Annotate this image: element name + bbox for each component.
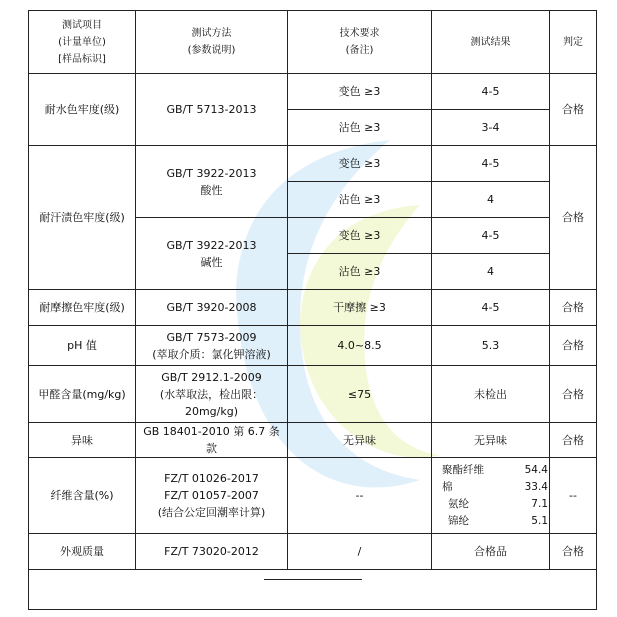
rub-method: GB/T 3920-2008 xyxy=(136,290,288,326)
table-row xyxy=(29,74,597,110)
sweat-acid-res-stain: 4 xyxy=(432,182,550,218)
odor-item: 异味 xyxy=(29,423,136,458)
water-req-stain: 沾色 ≥3 xyxy=(288,110,432,146)
table-row xyxy=(29,366,597,423)
table-row xyxy=(29,534,597,570)
odor-result: 无异味 xyxy=(432,423,550,458)
sweat-item: 耐汗渍色牢度(级) xyxy=(29,146,136,290)
fiber-verdict: -- xyxy=(550,458,597,534)
appearance-verdict: 合格 xyxy=(550,534,597,570)
formaldehyde-method: GB/T 2912.1-2009 (水萃取法，检出限： 20mg/kg) xyxy=(136,366,288,423)
appearance-method: FZ/T 73020-2012 xyxy=(136,534,288,570)
odor-req: 无异味 xyxy=(288,423,432,458)
sweat-acid-req-change: 变色 ≥3 xyxy=(288,146,432,182)
formaldehyde-result: 未检出 xyxy=(432,366,550,423)
header-result: 测试结果 xyxy=(432,11,550,74)
appearance-result: 合格品 xyxy=(432,534,550,570)
appearance-item: 外观质量 xyxy=(29,534,136,570)
fiber-result-item: 氨纶 7.1 xyxy=(448,497,548,510)
fiber-result-item: 锦纶 5.1 xyxy=(448,514,548,527)
header-row xyxy=(29,11,597,74)
fiber-item: 纤维含量(%) xyxy=(29,458,136,534)
sweat-alk-req-change: 变色 ≥3 xyxy=(288,218,432,254)
ph-method: GB/T 7573-2009 (萃取介质：氯化钾溶液) xyxy=(136,326,288,366)
ph-item: pH 值 xyxy=(29,326,136,366)
formaldehyde-verdict: 合格 xyxy=(550,366,597,423)
rub-item: 耐摩擦色牢度(级) xyxy=(29,290,136,326)
water-res-change: 4-5 xyxy=(432,74,550,110)
test-results-table xyxy=(28,10,597,610)
ph-req: 4.0~8.5 xyxy=(288,326,432,366)
rub-req: 干摩擦 ≥3 xyxy=(288,290,432,326)
odor-verdict: 合格 xyxy=(550,423,597,458)
fiber-req: -- xyxy=(288,458,432,534)
table-row xyxy=(29,146,597,182)
footer-cell xyxy=(29,570,597,610)
water-res-stain: 3-4 xyxy=(432,110,550,146)
ph-result: 5.3 xyxy=(432,326,550,366)
sweat-alk-res-stain: 4 xyxy=(432,254,550,290)
header-item: 测试项目 (计量单位) [样品标识] xyxy=(29,11,136,74)
appearance-req: / xyxy=(288,534,432,570)
fiber-results xyxy=(432,458,550,534)
header-requirement: 技术要求 (备注) xyxy=(288,11,432,74)
fiber-method: FZ/T 01026-2017 FZ/T 01057-2007 (结合公定回潮率计算) xyxy=(136,458,288,534)
table-row xyxy=(29,290,597,326)
rub-result: 4-5 xyxy=(432,290,550,326)
water-item: 耐水色牢度(级) xyxy=(29,74,136,146)
sweat-acid-req-stain: 沾色 ≥3 xyxy=(288,182,432,218)
ph-verdict: 合格 xyxy=(550,326,597,366)
header-method: 测试方法 (参数说明) xyxy=(136,11,288,74)
sweat-acid-method: GB/T 3922-2013 酸性 xyxy=(136,146,288,218)
fiber-result-item: 棉 33.4 xyxy=(442,480,548,493)
sweat-alk-req-stain: 沾色 ≥3 xyxy=(288,254,432,290)
water-method: GB/T 5713-2013 xyxy=(136,74,288,146)
water-req-change: 变色 ≥3 xyxy=(288,74,432,110)
end-rule-line xyxy=(264,579,362,580)
odor-method: GB 18401-2010 第 6.7 条款 xyxy=(136,423,288,458)
footer-row xyxy=(29,570,597,610)
formaldehyde-item: 甲醛含量(mg/kg) xyxy=(29,366,136,423)
table-row xyxy=(29,326,597,366)
rub-verdict: 合格 xyxy=(550,290,597,326)
formaldehyde-req: ≤75 xyxy=(288,366,432,423)
sweat-acid-res-change: 4-5 xyxy=(432,146,550,182)
table-row xyxy=(29,458,597,534)
sweat-alk-res-change: 4-5 xyxy=(432,218,550,254)
water-verdict: 合格 xyxy=(550,74,597,146)
sweat-verdict: 合格 xyxy=(550,146,597,290)
sweat-alk-method: GB/T 3922-2013 碱性 xyxy=(136,218,288,290)
header-verdict: 判定 xyxy=(550,11,597,74)
fiber-result-item: 聚酯纤维 54.4 xyxy=(442,463,548,476)
table-row xyxy=(29,423,597,458)
